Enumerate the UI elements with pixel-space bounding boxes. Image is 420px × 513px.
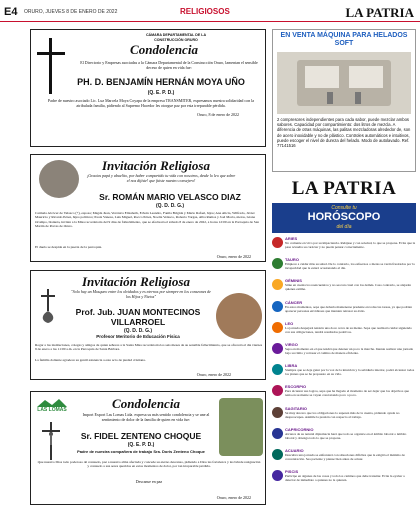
notice-closing: La familia doliente agradece su gentil asistencia a este acto de piedad cristiana. (35, 358, 146, 362)
zodiac-sign-name: PISCIS (285, 469, 299, 475)
zodiac-sign-name: TAURO (285, 257, 299, 263)
zodiac-sign-icon (272, 343, 283, 354)
zodiac-sign-name: ACUARIO (285, 447, 304, 453)
zodiac-sign-name: ESCORPIO (285, 384, 307, 390)
horoscope-entry (272, 384, 416, 405)
zodiac-sign-name: ARIES (285, 236, 298, 241)
masthead-logo: LA PATRIA (345, 5, 414, 20)
page-masthead (0, 6, 420, 22)
crucifix-icon (41, 422, 61, 460)
horoscope-entry (272, 427, 416, 448)
condolence-notice-4 (30, 391, 266, 505)
horoscope-entry (272, 278, 416, 299)
horoscope-entry (272, 342, 416, 363)
notice-body: Padre de nuestro asociado Lic. Luz Marcela Moya Coyapa de la empresa TRANSMITER, expresamos nuestra solidaridad con la atribulada familia, pidiendo al Supremo Hacedor les otorgue paz por esta irreparable pérdida. (47, 98, 255, 108)
horoscope-entry (272, 236, 416, 257)
horoscope-entry (272, 321, 416, 342)
notice-body: Que nuestro Dios todo poderoso dé consuelo, paz a nuestro alma afectada y concede su eterno descanso, pidiendo a Dios les fortalezca y les brinde resignación y consuelo a sus seres queridos en estos momentos de dolor, por tan irreparable pérdida. (37, 460, 261, 469)
rip-label: (Q. E. P. D.) (127, 442, 155, 448)
zodiac-sign-text: La jornada despejará tensión una doce cerca de su mente. Sepa que realizará cuidar siguiendo con sus obligaciones, tendrá resultados positivos. (285, 325, 412, 334)
notice-closing: El duelo se despide en la puerta de la parroquia. (35, 245, 103, 249)
horoscope-signs (272, 236, 416, 490)
classified-ad (272, 29, 416, 172)
org-name: CÁMARA DEPARTAMENTAL DE LA CONSTRUCCIÓN ORURO (145, 33, 207, 42)
deceased-name: PH. D. BENJAMÍN HERNÁN MOYA UÑO (77, 77, 245, 87)
deceased-name: Sr. FIDEL ZENTENO CHOQUE (80, 431, 202, 441)
horoscope-subtitle: del día (336, 224, 352, 230)
page-date: ORURO, JUEVES 8 DE ENERO DE 2022 (24, 9, 118, 15)
profession-label: Profesor Meritorio de Educación Física (96, 334, 180, 339)
invitation-notice-2 (30, 154, 266, 262)
zodiac-sign-text: Siempre que se deje guiar por la voz de la intuición y la sabiduría interior, podrá alcanzar todos los planes que se ha propuesto en su vida. (285, 368, 415, 377)
notice-date: Oruro, enero de 2022 (216, 495, 251, 500)
candle-cross-icon (37, 289, 59, 323)
invitation-notice-3 (30, 270, 266, 380)
horoscope-entry (272, 406, 416, 427)
zodiac-sign-text: Empiece a cuidar más su salud. De lo contrario, los esfuerzos o metas se verán frustrados por la incapacidad que le estará ocasionando el día. (285, 262, 415, 271)
notice-date: Oruro, enero de 2022 (216, 254, 251, 259)
ad-text: 2 compresores independientes para cada sabor, puede mezclar ambos sabores. Capacidad por compartimiento: dos litros de mezcla. A diferencia de otras máquinas, las palitas mezcladoras alrededor de, son de acero inoxidable y no de plástico. Controles automáticos e intuitivos, puede escoger el nivel de dureza del helado. Modo de autolavado. Ref. 77141516 (277, 117, 411, 149)
zodiac-sign-name: GÉMINIS (285, 278, 302, 284)
zodiac-sign-icon (272, 364, 283, 375)
horoscope-entry (272, 469, 416, 490)
portrait-photo (216, 293, 262, 339)
notice-closing: Descanse en paz (135, 479, 163, 484)
notice-title: Invitación Religiosa (82, 274, 190, 289)
notice-date: Oruro, enero de 2022 (196, 372, 231, 377)
horoscope-kicker: Consulte tu (331, 205, 357, 211)
company-name: LAS LOMAS (37, 407, 67, 413)
horoscope-banner (272, 203, 416, 233)
zodiac-sign-icon (272, 428, 283, 439)
horoscope-entry (272, 257, 416, 278)
notice-title: Condolencia (112, 396, 180, 411)
portrait-photo (219, 398, 263, 456)
zodiac-sign-name: CÁNCER (285, 299, 303, 305)
zodiac-sign-text: Descubra una jornada se enfrentará con situaciones difíciles que le exigirá el máximo de concentración. Sea paciente y piense bien antes de actuar. (285, 452, 405, 461)
zodiac-sign-text: Participe en algunas de las cosas y todo los caminos que debe transitar. Evite la eyaber a detectar de inmediato a quienes no le quieren. (285, 474, 405, 483)
ice-cream-machine-photo (277, 52, 411, 114)
zodiac-sign-text: Para alcanzar sus logros, sepa que ha llegado el momento de ser dejar que los objetivos que tenía en su mente se vayan concretando poco a poco. (285, 389, 410, 398)
notice-intro: El Directorio y Empresas asociadas a la Cámara Departamental de la Construcción Oruro, lamentan el sensible deceso de quien en vida fue: (80, 60, 258, 70)
condolence-notice-1 (30, 29, 266, 147)
relation-label: Padre de nuestra compañera de trabajo Sra. Doris Zenteno Choque (77, 449, 205, 454)
deceased-name-line1: Prof. Jub. JUAN MONTECINOS (75, 307, 201, 317)
zodiac-sign-name: VIRGO (285, 341, 298, 347)
horoscope-entry (272, 363, 416, 384)
zodiac-sign-icon (272, 322, 283, 333)
notice-body: Carmela Alcócer de Velasco (+), esposa; Magda Juan, Verónica Elizabeth, Edwin Leandro, Fanila Brígida y Mario Rafael, hijos; Ana Alicia, Wilfredo, Javier Mauricio y Ricardo Pérez, hijos políticos; Paola Vanesa, Luis Miguel, Rocco Pérez, Noelia Velasco, Roberto Vargas, Alba Ramos y Joel Morta, nietos, Giana Ocampo, bisnieta, invitan a la Misa recordatoria del 9 días de fallecimiento, que se efectuará el sábado 8 de enero de 2022, a horas 12:00 en la Parroquia de San Martín de Porras de Oruro. (35, 211, 260, 228)
zodiac-sign-name: LIBRA (285, 363, 298, 369)
lomas-logo-icon (35, 398, 69, 407)
zodiac-sign-text: Sé muy sincero que los obligaciones lo superen más de la cuenta, pidiendo ayuda no despreocupes. Asimile la presión con respecto al trabajo. (285, 410, 400, 419)
horoscope-title: HORÓSCOPO (307, 211, 381, 223)
rip-label: (Q. E. P. D.) (147, 90, 175, 96)
notice-title: Invitación Religiosa (102, 158, 210, 173)
horoscope-entry (272, 448, 416, 469)
zodiac-sign-text: Sitúe en cuenta los reencuentros y no sea tan cruel con los demás. Caso contrario, se alejarán quienes estima. (285, 283, 411, 292)
zodiac-sign-text: Alcance de su natural diplomacia hará que todo se organice en el ámbito laboral o ámbito laboral y obtenga todo lo que se propone. (285, 431, 407, 440)
deceased-name: Sr. ROMÁN MARIO VELASCO DIAZ (99, 192, 241, 202)
zodiac-sign-name: SAGITARIO (285, 405, 307, 411)
zodiac-sign-icon (272, 385, 283, 396)
rip-label: (Q. D. D. G.) (155, 203, 185, 209)
horoscope-panel (272, 178, 416, 508)
zodiac-sign-icon (272, 407, 283, 418)
rip-label: (Q. D. D. G.) (123, 328, 153, 334)
zodiac-sign-icon (272, 258, 283, 269)
deceased-name-line2: VILLARROEL (110, 317, 166, 327)
section-title: RELIGIOSOS (180, 7, 230, 16)
company-logo (35, 398, 69, 414)
notice-intro: "Solo hay un Mosqueo entre los olvidados y es eternos por siempre en los corazones de los Hijos y Nietos" (71, 289, 211, 299)
zodiac-sign-icon (272, 237, 283, 248)
machine-icon (277, 52, 411, 114)
notice-intro: ¡Gracias papá y abuelito, por haber compartido tu vida con nosotros, desde lo leo que sobre el nos dijiste! que fuiste nuestro consejero! (86, 173, 236, 183)
zodiac-sign-icon (272, 279, 283, 290)
ad-headline: EN VENTA MÁQUINA PARA HELADOS SOFT (280, 32, 408, 47)
zodiac-sign-icon (272, 449, 283, 460)
zodiac-sign-text: En estos momentos, sepa que debería mantenerse prudente en todas las tareas, ya que podrían aparecer personas envidiosas que intenten retrasar su éxito. (285, 304, 412, 313)
notice-date: Oruro, 8 de enero de 2022 (197, 112, 239, 117)
notice-intro: Import Export Las Lomas Ltda. expresa su más sentido condolencia y se une al sentimiento de dolor de la familia de quien en vida fue: (82, 412, 210, 422)
page-number: E4 (4, 6, 18, 18)
zodiac-sign-name: LEO (285, 320, 294, 326)
zodiac-sign-name: CAPRICORNIO (285, 426, 314, 432)
zodiac-sign-text: No comente en vivo por su impaciencia. Relájese y con soledad, lo que se propone. Evite que la pasa revuelta su carácter y no pueda pensar correctamente. (285, 241, 416, 249)
notice-title: Condolencia (130, 42, 198, 57)
zodiac-sign-icon (272, 301, 283, 312)
portrait-photo (39, 160, 79, 198)
horoscope-entry (272, 300, 416, 321)
zodiac-sign-text: Sepa en momento en el que tendrá que detener un poco la marcha. Intente realizar una jornada bajo su ritmo y retrasar el camino de manera eficiente. (285, 346, 413, 355)
horoscope-logo: LA PATRIA (291, 178, 397, 199)
zodiac-sign-icon (272, 470, 283, 481)
notice-body: Rogar a las instituciones, colegas y amigos de quien señores a la Santa Misa recordatoria los seis meses de su sensible fallecimiento, que se ofrecerá el día viernes 9 de enero a las 11:00 a.m. en la Parroquia de Santa Bárbara. (35, 343, 263, 352)
